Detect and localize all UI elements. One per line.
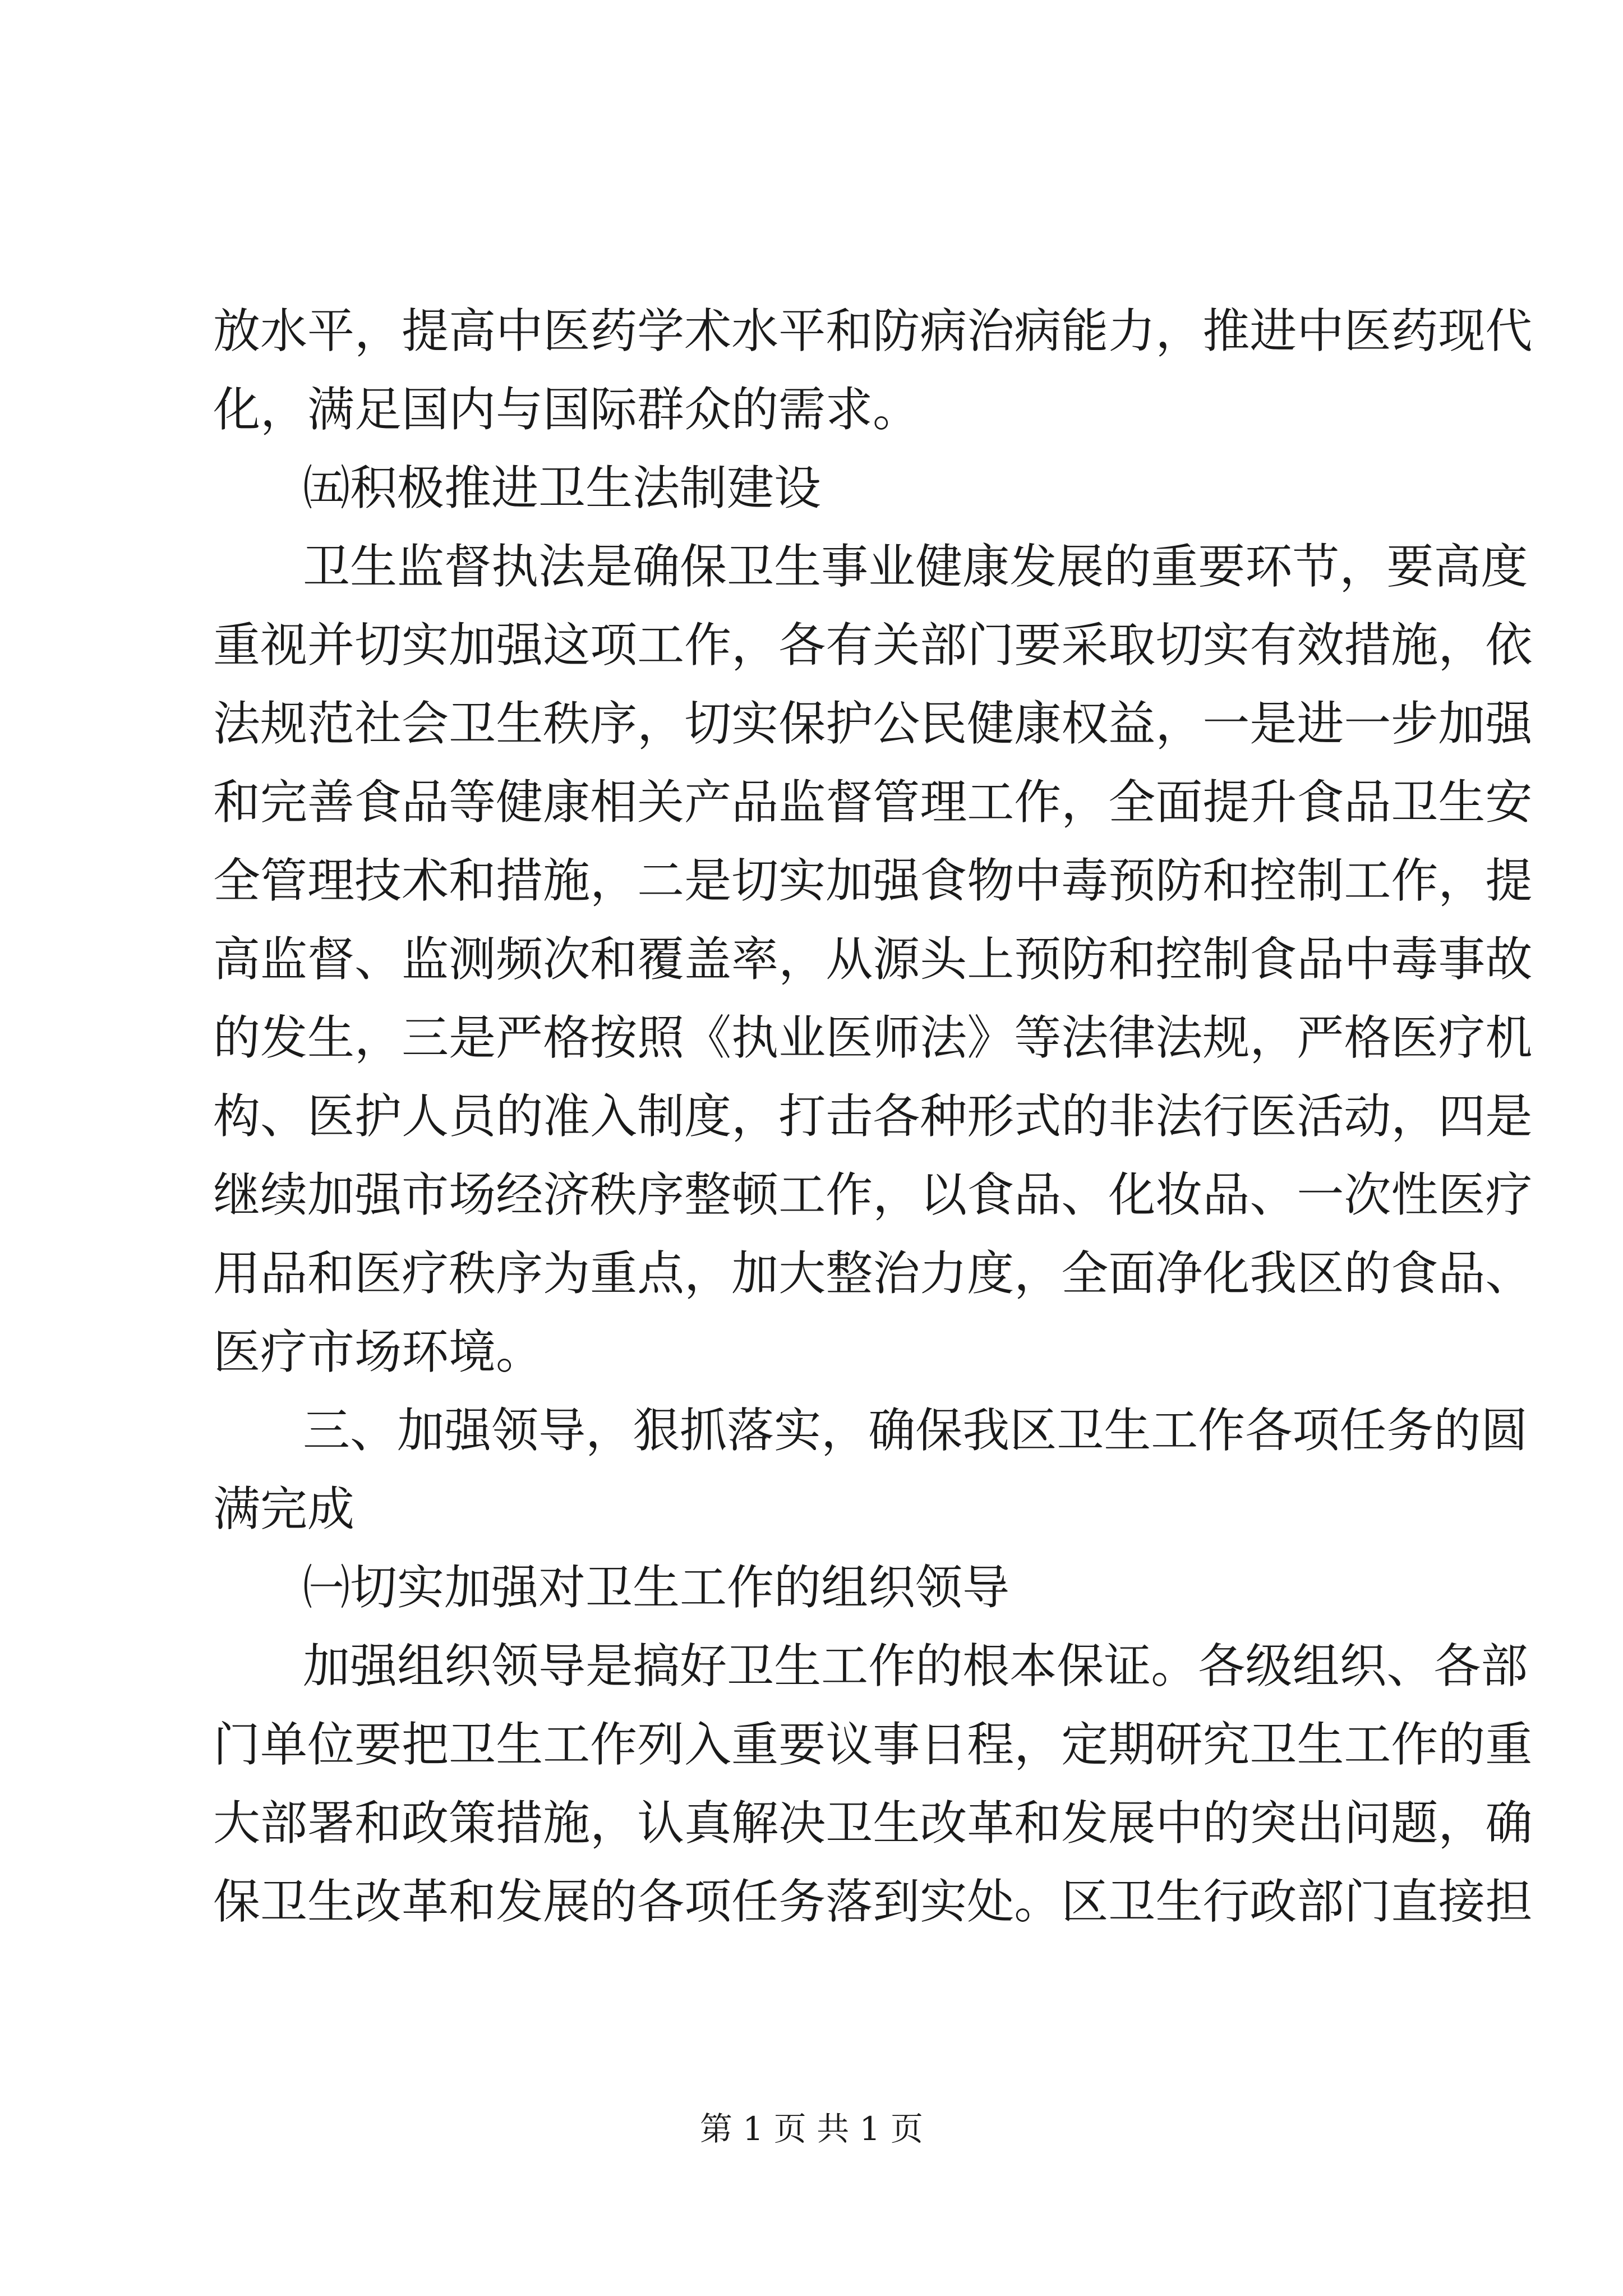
text-line: 卫 生 监 督 执 法 是 确 保 卫 生 事 业 健 康 发 展 的 重 要 环 节 ， 要 高 度 — [303, 539, 1528, 594]
text-line: 继 续 加 强 市 场 经 济 秩 序 整 顿 工 作 ， 以 食 品 、 化 妆 品 、 一 次 性 医 疗 — [213, 1167, 1533, 1222]
text-line: 保 卫 生 改 革 和 发 展 的 各 项 任 务 落 到 实 处 。 区 卫 生 行 政 部 门 直 接 担 — [213, 1874, 1533, 1929]
text-line: 放 水 平 ， 提 高 中 医 药 学 术 水 平 和 防 病 治 病 能 力 ， 推 进 中 医 药 现 代 — [213, 303, 1533, 358]
text-line: 构 、 医 护 人 员 的 准 入 制 度 ， 打 击 各 种 形 式 的 非 法 行 医 活 动 ， 四 是 — [213, 1089, 1533, 1144]
text-line: 加 强 组 织 领 导 是 搞 好 卫 生 工 作 的 根 本 保 证 。 各 级 组 织 、 各 部 — [303, 1639, 1528, 1694]
text-line: 化，满足国内与国际群众的需求。 — [213, 382, 920, 437]
text-line: 大 部 署 和 政 策 措 施 ， 认 真 解 决 卫 生 改 革 和 发 展 中 的 突 出 问 题 ， 确 — [213, 1796, 1533, 1851]
text-line: 的 发 生 ， 三 是 严 格 按 照 《 执 业 医 师 法 》 等 法 律 法 规 ， 严 格 医 疗 机 — [213, 1010, 1533, 1065]
text-line: 和 完 善 食 品 等 健 康 相 关 产 品 监 督 管 理 工 作 ， 全 面 提 升 食 品 卫 生 安 — [213, 775, 1533, 830]
section-heading: 三 、 加 强 领 导 ， 狠 抓 落 实 ， 确 保 我 区 卫 生 工 作 各 项 任 务 的 圆 — [303, 1403, 1528, 1458]
text-line: 医疗市场环境。 — [213, 1324, 543, 1379]
section-heading: ㈤积极推进卫生法制建设 — [303, 461, 822, 516]
section-heading: ㈠切实加强对卫生工作的组织领导 — [303, 1560, 1010, 1615]
section-heading: 满完成 — [213, 1481, 355, 1536]
text-line: 法 规 范 社 会 卫 生 秩 序 ， 切 实 保 护 公 民 健 康 权 益 ， 一 是 进 一 步 加 强 — [213, 696, 1533, 751]
text-line: 重 视 并 切 实 加 强 这 项 工 作 ， 各 有 关 部 门 要 采 取 切 实 有 效 措 施 ， 依 — [213, 618, 1533, 673]
text-line: 高 监 督 、 监 测 频 次 和 覆 盖 率 ， 从 源 头 上 预 防 和 控 制 食 品 中 毒 事 故 — [213, 932, 1533, 987]
page-number: 第 1 页 共 1 页 — [700, 2110, 923, 2148]
text-line: 门 单 位 要 把 卫 生 工 作 列 入 重 要 议 事 日 程 ， 定 期 研 究 卫 生 工 作 的 重 — [213, 1717, 1533, 1772]
text-line: 全 管 理 技 术 和 措 施 ， 二 是 切 实 加 强 食 物 中 毒 预 防 和 控 制 工 作 ， 提 — [213, 853, 1533, 908]
text-line: 用 品 和 医 疗 秩 序 为 重 点 ， 加 大 整 治 力 度 ， 全 面 净 化 我 区 的 食 品 、 — [213, 1246, 1533, 1301]
